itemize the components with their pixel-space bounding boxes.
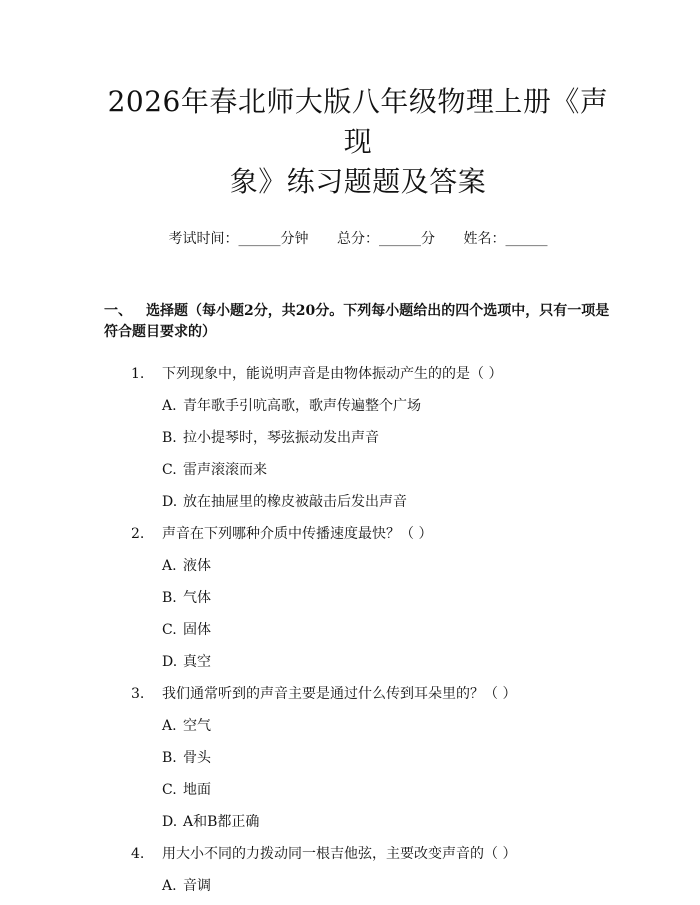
- option-letter: C.: [162, 462, 177, 478]
- question-item: [104, 838, 612, 902]
- option-text: 液体: [183, 558, 211, 574]
- option-text: 气体: [183, 590, 211, 606]
- option-letter: D.: [162, 654, 178, 670]
- answer-option: [104, 390, 612, 422]
- option-letter: A.: [162, 878, 177, 894]
- question-number: 4.: [131, 846, 145, 862]
- answer-option: [104, 550, 612, 582]
- option-list: [104, 710, 612, 838]
- student-name-field: 姓名：______: [463, 231, 548, 247]
- option-text: 放在抽屉里的橡皮被敲击后发出声音: [183, 494, 407, 510]
- exam-time-field: 考试时间：______分钟: [168, 231, 309, 247]
- answer-option: [104, 806, 612, 838]
- question-stem: [104, 838, 612, 870]
- answer-option: [104, 646, 612, 678]
- option-letter: D.: [162, 494, 178, 510]
- question-text: 用大小不同的力拨动同一根吉他弦，主要改变声音的（ ）: [162, 846, 517, 862]
- question-item: [104, 358, 612, 518]
- answer-option: [104, 422, 612, 454]
- answer-option: [104, 486, 612, 518]
- option-text: 音调: [183, 878, 211, 894]
- option-letter: B.: [162, 750, 177, 766]
- option-letter: B.: [162, 590, 177, 606]
- answer-option: [104, 710, 612, 742]
- question-stem: [104, 358, 612, 390]
- section-number: 一、: [104, 303, 132, 319]
- section-heading-text: 选择题（每小题2分，共20分。下列每小题给出的四个选项中，只有一项是符合题目要求的）: [104, 303, 610, 340]
- option-letter: A.: [162, 558, 177, 574]
- option-list: [104, 870, 612, 902]
- option-list: [104, 390, 612, 518]
- exam-info: [104, 229, 612, 249]
- question-number: 2.: [131, 526, 145, 542]
- option-text: 骨头: [183, 750, 211, 766]
- title-line-1: 2026年春北师大版八年级物理上册《声现: [107, 85, 609, 158]
- option-letter: B.: [162, 430, 177, 446]
- option-text: 地面: [183, 782, 211, 798]
- option-letter: D.: [162, 814, 178, 830]
- total-score-field: 总分：______分: [337, 231, 435, 247]
- option-text: 雷声滚滚而来: [183, 462, 267, 478]
- option-text: 拉小提琴时，琴弦振动发出声音: [183, 430, 379, 446]
- document-title: [104, 0, 612, 202]
- question-list: [104, 358, 612, 902]
- option-text: 空气: [183, 718, 211, 734]
- question-text: 下列现象中，能说明声音是由物体振动产生的的是（ ）: [162, 366, 503, 382]
- question-stem: [104, 518, 612, 550]
- answer-option: [104, 870, 612, 902]
- question-number: 1.: [131, 366, 145, 382]
- option-text: 固体: [183, 622, 211, 638]
- answer-option: [104, 582, 612, 614]
- answer-option: [104, 454, 612, 486]
- answer-option: [104, 742, 612, 774]
- option-text: 青年歌手引吭高歌，歌声传遍整个广场: [183, 398, 421, 414]
- option-letter: C.: [162, 622, 177, 638]
- option-text: A和B都正确: [183, 814, 260, 830]
- question-number: 3.: [131, 686, 145, 702]
- answer-option: [104, 774, 612, 806]
- question-item: [104, 518, 612, 678]
- option-list: [104, 550, 612, 678]
- title-line-2: 象》练习题题及答案: [229, 165, 487, 198]
- question-text: 声音在下列哪种介质中传播速度最快？（ ）: [162, 526, 433, 542]
- answer-option: [104, 614, 612, 646]
- option-letter: C.: [162, 782, 177, 798]
- section-heading: [104, 301, 612, 343]
- option-letter: A.: [162, 718, 177, 734]
- question-stem: [104, 678, 612, 710]
- option-letter: A.: [162, 398, 177, 414]
- option-text: 真空: [183, 654, 211, 670]
- question-item: [104, 678, 612, 838]
- question-text: 我们通常听到的声音主要是通过什么传到耳朵里的？（ ）: [162, 686, 517, 702]
